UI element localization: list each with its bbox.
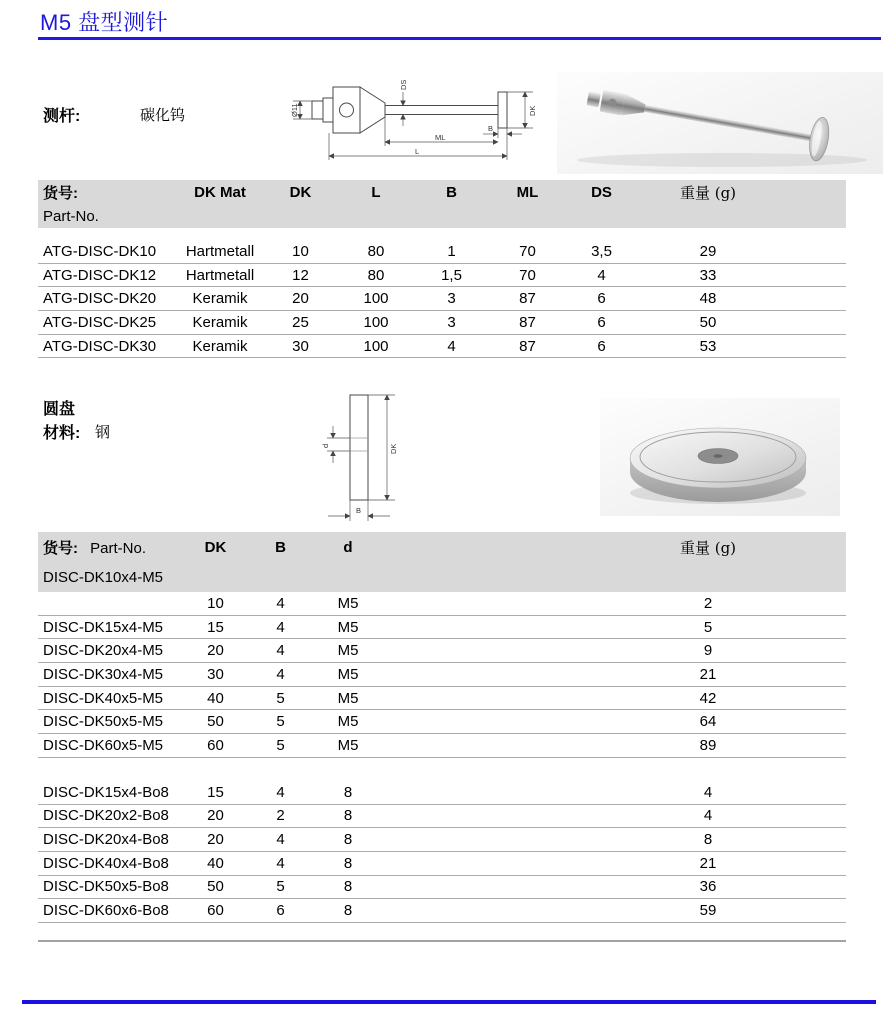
disc-photo [600,398,840,516]
ml-cell: 87 [519,290,536,308]
dkmat-cell: Hartmetall [185,266,255,284]
disc-table-body [38,592,846,942]
table-row [38,663,846,687]
col-header-l: L [371,183,381,201]
part-no-header [38,537,183,558]
table-row [38,592,846,616]
weight-cell: 5 [703,618,713,636]
first-part-no: DISC-DK10x4-M5 [43,568,164,586]
dkmat-cell: Keramik [192,313,248,331]
ds-cell: 6 [597,313,606,331]
dk-cell: 20 [207,642,224,660]
col-header-ds: DS [591,183,612,201]
part-cell: DISC-DK40x4-Bo8 [43,854,169,872]
disc-technical-drawing [315,388,450,533]
dk-cell: 60 [207,902,224,920]
d-cell: M5 [337,594,359,612]
col-header-dkmat: DK Mat [194,183,246,201]
weight-cell: 4 [703,783,713,801]
ds-cell: 6 [597,290,606,308]
weight-cell: 8 [703,831,713,849]
table-bottom-border [38,923,846,942]
b-cell: 1 [447,242,456,260]
weight-cell: 4 [703,807,713,825]
b-cell: 4 [276,642,285,660]
part-cell: DISC-DK60x6-Bo8 [43,902,169,920]
l-cell: 100 [363,313,389,331]
ds-cell: 6 [597,337,606,355]
dkmat-cell: Keramik [192,337,248,355]
dk-cell: 20 [207,831,224,849]
disc-material-label: 材料: [43,425,81,442]
part-cell: ATG-DISC-DK12 [43,266,157,284]
col-header-b: B [446,183,457,201]
table-row [38,687,846,711]
d-cell: 8 [343,878,353,896]
dk-cell: 25 [292,313,309,331]
stylus-photo-render [557,72,883,174]
b-cell: 4 [447,337,456,355]
d-cell: 8 [343,902,353,920]
weight-cell: 50 [699,313,717,331]
weight-cell: 64 [699,713,717,731]
d-cell: M5 [337,713,359,731]
table-row [38,287,846,311]
page-title: M5 盘型测针 [40,10,169,35]
d-cell: M5 [337,665,359,683]
b-cell: 5 [276,736,285,754]
dkmat-cell: Hartmetall [185,242,255,260]
dim-label-b: B [356,506,362,515]
disc-table-header [38,532,846,592]
weight-cell: 9 [703,642,713,660]
b-cell: 3 [447,313,456,331]
b-cell: 5 [276,878,285,896]
b-cell: 6 [276,902,285,920]
d-cell: M5 [337,689,359,707]
dk-cell: 40 [207,689,224,707]
dk-cell: 30 [292,337,309,355]
disc-photo-render [600,398,840,516]
dk-cell: 20 [292,290,309,308]
dim-label-dk: DK [389,443,398,454]
col-header-weight: 重量 (g) [679,538,737,557]
d-cell: 8 [343,807,353,825]
part-cell: ATG-DISC-DK30 [43,337,157,355]
weight-cell: 2 [703,594,713,612]
dk-cell: 10 [292,242,309,260]
dk-cell: 15 [207,783,224,801]
disc-material-value: 钢 [95,423,111,441]
b-cell: 4 [276,854,285,872]
ds-cell: 4 [597,266,606,284]
table-row [38,876,846,900]
part-cell: DISC-DK60x5-M5 [43,736,164,754]
stylus-material-value: 碳化钨 [140,106,186,124]
stylus-table-body [38,228,846,358]
ml-cell: 70 [519,266,536,284]
table-group-gap [38,758,846,781]
l-cell: 100 [363,290,389,308]
col-header-d: d [343,538,353,556]
b-cell: 4 [276,594,285,612]
l-cell: 80 [367,266,385,284]
weight-cell: 33 [699,266,717,284]
part-cell: ATG-DISC-DK25 [43,313,157,331]
dim-label-l: L [415,147,420,156]
d-cell: M5 [337,642,359,660]
dim-label-d11: Ø11 [290,103,299,117]
table-row [38,240,846,264]
weight-cell: 59 [699,902,717,920]
part-cell: DISC-DK50x5-Bo8 [43,878,169,896]
disc-section-label: 圆盘 [43,401,76,418]
d-cell: 8 [343,783,353,801]
b-cell: 3 [447,290,456,308]
dk-cell: 60 [207,736,224,754]
table-row [38,335,846,359]
weight-cell: 42 [699,689,717,707]
b-cell: 2 [276,807,285,825]
dk-cell: 50 [207,878,224,896]
b-cell: 5 [276,689,285,707]
part-cell: DISC-DK20x2-Bo8 [43,807,169,825]
part-cell: DISC-DK50x5-M5 [43,713,164,731]
d-cell: 8 [343,854,353,872]
table-row [38,852,846,876]
d-cell: 8 [343,831,353,849]
table-row [38,616,846,640]
col-header-ml: ML [516,183,539,201]
ml-cell: 70 [519,242,536,260]
weight-cell: 48 [699,290,717,308]
part-cell: DISC-DK40x5-M5 [43,689,164,707]
stylus-photo [557,72,883,174]
part-cell: DISC-DK20x4-M5 [43,642,164,660]
stylus-table-header [38,180,846,228]
ds-cell: 3,5 [591,242,612,260]
part-cell: DISC-DK20x4-Bo8 [43,831,169,849]
b-cell: 4 [276,831,285,849]
part-no-header-en: Part-No. [43,207,99,225]
table-row [38,710,846,734]
part-cell: DISC-DK15x4-M5 [43,618,164,636]
b-cell: 5 [276,713,285,731]
dim-label-b: B [488,124,494,133]
d-cell: M5 [337,618,359,636]
weight-cell: 21 [699,665,717,683]
table-row [38,639,846,663]
b-cell: 4 [276,618,285,636]
table-row [38,828,846,852]
table-row [38,264,846,288]
weight-cell: 21 [699,854,717,872]
dk-cell: 20 [207,807,224,825]
part-cell: DISC-DK15x4-Bo8 [43,783,169,801]
part-no-header-en: Part-No. [90,539,147,557]
col-header-dk: DK [289,183,312,201]
table-row [38,805,846,829]
dkmat-cell: Keramik [192,290,248,308]
d-cell: M5 [337,736,359,754]
ml-cell: 87 [519,337,536,355]
table-row [38,311,846,335]
part-cell: ATG-DISC-DK20 [43,290,157,308]
dk-cell: 12 [292,266,309,284]
col-header-b: B [275,538,286,556]
title-rule [38,37,881,40]
b-cell: 1,5 [441,266,462,284]
ml-cell: 87 [519,313,536,331]
col-header-dk: DK [204,538,227,556]
l-cell: 100 [363,337,389,355]
footer-rule [22,1000,876,1004]
dk-cell: 40 [207,854,224,872]
part-no-header-cn: 货号: [43,184,78,202]
part-no-header-cn: 货号: [43,539,78,557]
weight-cell: 89 [699,736,717,754]
dk-cell: 10 [207,594,224,612]
dim-label-ml: ML [435,133,446,142]
weight-cell: 53 [699,337,717,355]
dk-cell: 15 [207,618,224,636]
part-cell: DISC-DK30x4-M5 [43,665,164,683]
weight-cell: 36 [699,878,717,896]
stylus-section-label: 测杆: [43,108,81,125]
dim-label-ds: DS [399,79,408,90]
stylus-technical-drawing [285,70,560,175]
table-row [38,734,846,758]
weight-cell: 29 [699,242,717,260]
dim-label-d: d [321,443,330,448]
b-cell: 4 [276,665,285,683]
dk-cell: 30 [207,665,224,683]
table-row [38,899,846,923]
b-cell: 4 [276,783,285,801]
dim-label-dk: DK [528,105,537,116]
table-row [38,781,846,805]
col-header-weight: 重量 (g) [679,183,737,202]
part-cell: ATG-DISC-DK10 [43,242,157,260]
l-cell: 80 [367,242,385,260]
dk-cell: 50 [207,713,224,731]
